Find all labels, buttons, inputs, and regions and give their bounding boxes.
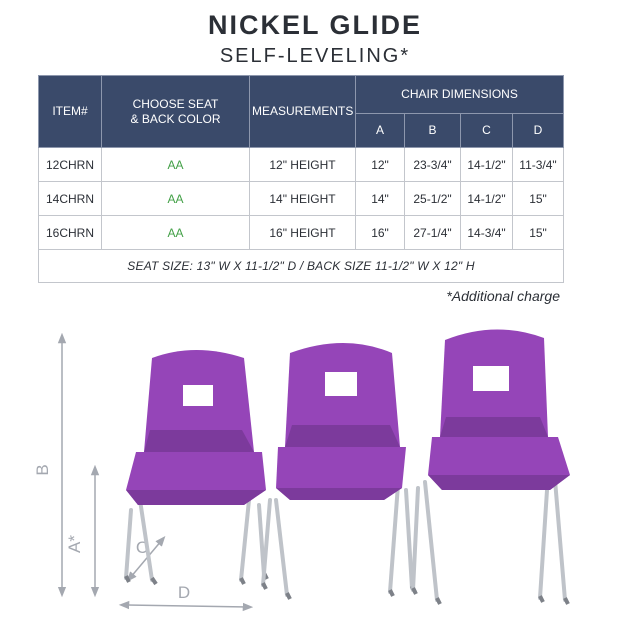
page-title: NICKEL GLIDE	[207, 10, 422, 40]
cell-d: 11-3/4"	[513, 148, 564, 182]
cell-item: 14CHRN	[39, 182, 102, 216]
header-choose-line1: CHOOSE SEAT	[132, 96, 219, 111]
chair-16-inch	[413, 329, 570, 604]
chair-14-inch	[263, 343, 415, 599]
cell-color-code: AA	[102, 182, 250, 216]
cell-a: 12"	[356, 148, 405, 182]
table-row	[39, 182, 564, 216]
cell-b: 27-1/4"	[405, 216, 461, 250]
cell-c: 14-1/2"	[461, 148, 513, 182]
header-d: D	[513, 114, 564, 148]
chair-12-inch	[126, 350, 267, 584]
cell-d: 15"	[513, 182, 564, 216]
cell-c: 14-3/4"	[461, 216, 513, 250]
cell-c: 14-1/2"	[461, 182, 513, 216]
header-choose-line2: & BACK COLOR	[130, 111, 221, 126]
additional-charge-note: *Additional charge	[446, 288, 560, 304]
seat-size-note: SEAT SIZE: 13" W X 11-1/2" D / BACK SIZE 11-1/2" W X 12" H	[39, 250, 564, 283]
table-row	[39, 216, 564, 250]
header-choose-color	[102, 76, 250, 148]
header-item: ITEM#	[39, 76, 102, 148]
header-a: A	[356, 114, 405, 148]
page-subtitle: SELF-LEVELING*	[219, 45, 411, 67]
cell-color-code: AA	[102, 216, 250, 250]
cell-measurement: 16" HEIGHT	[250, 216, 356, 250]
table-footer-row	[39, 250, 564, 283]
cell-b: 25-1/2"	[405, 182, 461, 216]
cell-item: 12CHRN	[39, 148, 102, 182]
table-row	[39, 148, 564, 182]
header-c: C	[461, 114, 513, 148]
label-a: A*	[65, 535, 84, 553]
header-b: B	[405, 114, 461, 148]
cell-measurement: 14" HEIGHT	[250, 182, 356, 216]
header-chair-dimensions: CHAIR DIMENSIONS	[356, 76, 564, 114]
cell-measurement: 12" HEIGHT	[250, 148, 356, 182]
cell-a: 14"	[356, 182, 405, 216]
label-b: B	[33, 464, 52, 476]
label-d: D	[177, 583, 191, 602]
chair-illustration	[0, 310, 630, 630]
cell-b: 23-3/4"	[405, 148, 461, 182]
label-c: C	[135, 538, 149, 557]
cell-color-code: AA	[102, 148, 250, 182]
spec-table	[38, 75, 564, 283]
cell-a: 16"	[356, 216, 405, 250]
cell-d: 15"	[513, 216, 564, 250]
header-measurements: MEASUREMENTS	[250, 76, 356, 148]
cell-item: 16CHRN	[39, 216, 102, 250]
